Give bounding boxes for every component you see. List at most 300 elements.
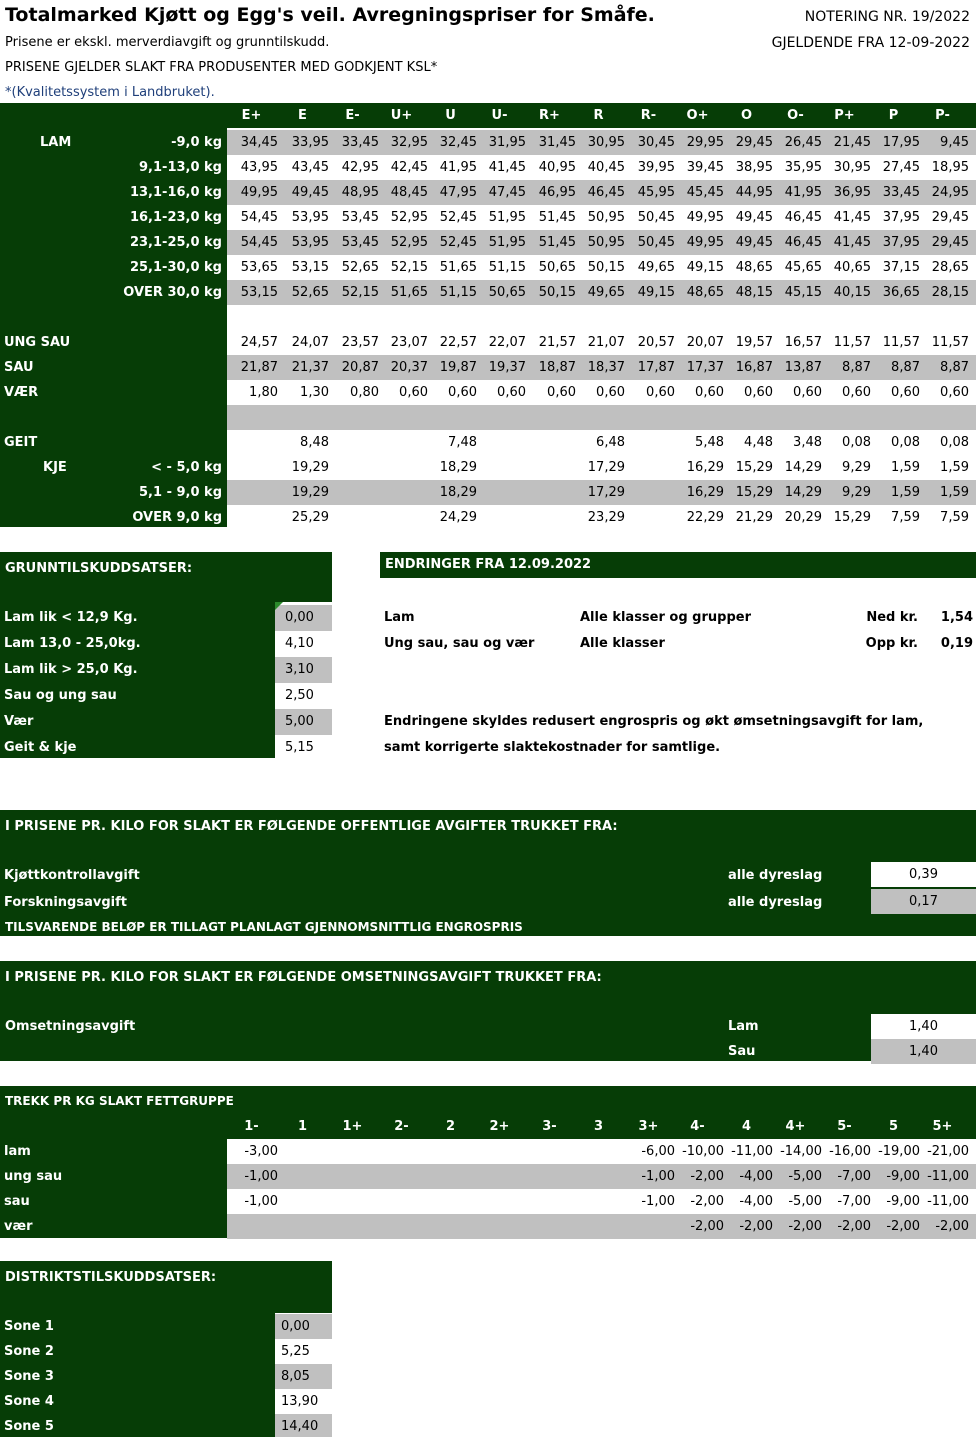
sheep-row-value: 21,07 [587,335,625,350]
fettgruppe-value [574,1139,629,1164]
sheep-row-value: 0,80 [350,385,379,400]
sheep-row-value: 0,60 [842,385,871,400]
goat-weight-label: 5,1 - 9,0 kg [139,485,222,500]
sheep-row-value: 24,07 [291,335,329,350]
fettgruppe-value: -19,00 [878,1144,920,1159]
lam-row-value: 50,15 [538,285,576,300]
goat-row-value [624,430,679,455]
fettgruppe-value: -2,00 [690,1169,724,1184]
goat-row-value: 8,48 [300,435,329,450]
sheep-row-value: 0,60 [596,385,625,400]
omsetning-scope: Lam [728,1019,759,1034]
lam-row-value: 26,45 [784,135,822,150]
sheep-row-value: 8,87 [940,360,969,375]
lam-row-value: 49,45 [735,210,773,225]
lam-row-value: 39,95 [637,160,675,175]
notering-number: NOTERING NR. 19/2022 [804,9,970,25]
goat-row-value: 21,29 [735,510,773,525]
offentlige-title: I PRISENE PR. KILO FOR SLAKT ER FØLGENDE OFFENTLIGE AVGIFTER TRUKKET FRA: [5,819,618,834]
goat-row-value: 16,29 [686,460,724,475]
grunntilskudd-label: Sau og ung sau [4,688,117,703]
lam-row-value: 53,95 [291,235,329,250]
fettgruppe-value [525,1164,580,1189]
fettgruppe-value: -11,00 [731,1144,773,1159]
distrikt-value: 8,05 [275,1364,332,1389]
avgift-scope: alle dyreslag [728,895,823,910]
fettgruppe-value: -4,00 [739,1169,773,1184]
lam-row-value: 49,95 [240,185,278,200]
sheep-row-value: 0,60 [497,385,526,400]
fettgruppe-group: 3+ [638,1119,659,1134]
endring-direction: Opp kr. [865,636,918,651]
grunntilskudd-value: 2,50 [275,683,332,709]
endring-amount: 0,19 [940,636,973,651]
fettgruppe-value: -2,00 [788,1219,822,1234]
sheep-row-value: 21,57 [538,335,576,350]
fettgruppe-group: 4+ [785,1119,806,1134]
class-header: E [298,108,307,123]
lam-row-value: 52,65 [341,260,379,275]
lam-row-value: 49,95 [686,235,724,250]
goat-row-value: 15,29 [833,510,871,525]
lam-row-value: 50,65 [488,285,526,300]
lam-row-value: 51,15 [488,260,526,275]
goat-row-value: 20,29 [784,510,822,525]
class-header: R [593,108,604,123]
sheep-row-value: 22,07 [488,335,526,350]
goat-row-value: 5,48 [695,435,724,450]
fettgruppe-value: -1,00 [244,1194,278,1209]
fettgruppe-value: -1,00 [244,1169,278,1184]
lam-row-value: 31,95 [488,135,526,150]
goat-row-value [475,455,530,480]
sheep-row-value: 17,87 [637,360,675,375]
fettgruppe-value [475,1214,530,1239]
endring-direction: Ned kr. [866,610,918,625]
goat-row-value: 14,29 [784,460,822,475]
fettgruppe-group: 5 [888,1119,899,1134]
goat-weight-label: OVER 9,0 kg [132,510,222,525]
lam-row-value: 36,65 [882,285,920,300]
goat-row-value [475,480,530,505]
goat-row-value: 7,48 [448,435,477,450]
lam-row-value: 52,15 [390,260,428,275]
goat-row-value: 19,29 [291,485,329,500]
sheep-row-value: 0,60 [695,385,724,400]
fettgruppe-value [278,1139,333,1164]
class-header: O- [787,108,804,123]
comment-marker-icon [275,602,283,610]
weight-label: 13,1-16,0 kg [129,185,222,200]
omsetning-scope: Sau [728,1044,756,1059]
goat-row-value [377,505,432,530]
fettgruppe-value [278,1164,333,1189]
distrikt-label: Sone 1 [4,1319,54,1334]
lam-row-value: 45,45 [686,185,724,200]
goat-row-value [525,455,580,480]
lam-row-value: 18,95 [931,160,969,175]
goat-row-value: 1,59 [940,460,969,475]
endringer-header [380,552,976,578]
lam-row-value: 53,15 [240,285,278,300]
lam-row-value: 49,45 [735,235,773,250]
class-header: O [740,108,753,123]
sheep-row-value: 20,07 [686,335,724,350]
fettgruppe-value: -2,00 [739,1219,773,1234]
goat-row-value [227,455,282,480]
sheep-row-value: 0,60 [399,385,428,400]
goat-row-value: 9,29 [842,460,871,475]
sheep-row-value: 0,60 [891,385,920,400]
lam-row-value: 46,45 [587,185,625,200]
lam-row-value: 34,45 [240,135,278,150]
sheep-row-value: 0,60 [547,385,576,400]
lam-row-value: 37,15 [882,260,920,275]
lam-row-value: 45,65 [784,260,822,275]
lam-row-value: 29,45 [735,135,773,150]
fettgruppe-group: 1- [244,1119,259,1134]
goat-row-value: 18,29 [439,485,477,500]
lam-row-value: 35,95 [784,160,822,175]
fettgruppe-value: -4,00 [739,1194,773,1209]
sheep-row-value: 22,57 [439,335,477,350]
endringer-note-1: Endringene skyldes redusert engrospris og økt ømsetningsavgift for lam, [384,714,924,729]
goat-row-value: 19,29 [291,460,329,475]
page-title: Totalmarked Kjøtt og Egg's veil. Avregningspriser for Småfe. [5,4,655,26]
endringer-note-2: samt korrigerte slaktekostnader for samtlige. [384,740,721,755]
lam-row-value: 9,45 [940,135,969,150]
fettgruppe-group: 5- [837,1119,852,1134]
omsetning-title: I PRISENE PR. KILO FOR SLAKT ER FØLGENDE OMSETNINGSAVGIFT TRUKKET FRA: [5,970,602,985]
fettgruppe-value [328,1214,383,1239]
lam-row-value: 43,95 [240,160,278,175]
fettgruppe-value [278,1189,333,1214]
sheep-row-value: 20,57 [637,335,675,350]
lam-row-value: 41,95 [784,185,822,200]
lam-row-value: 53,15 [291,260,329,275]
group-label: LAM [40,135,72,150]
fettgruppe-value: -9,00 [886,1169,920,1184]
distrikt-label: Sone 5 [4,1419,54,1434]
fettgruppe-value [475,1164,530,1189]
fettgruppe-value [278,1214,333,1239]
goat-row-value: 0,08 [842,435,871,450]
sheep-row-value: 8,87 [842,360,871,375]
sheep-row-value: 16,57 [784,335,822,350]
distrikt-header [0,1261,332,1313]
lam-row-value: 47,45 [488,185,526,200]
goat-row-value [525,480,580,505]
fettgruppe-value [475,1189,530,1214]
class-header: P+ [834,108,855,123]
lam-row-value: 52,95 [390,210,428,225]
lam-row-value: 46,45 [784,210,822,225]
class-header: R- [640,108,657,123]
lam-row-value: 53,95 [291,210,329,225]
lam-row-value: 49,65 [637,260,675,275]
lam-row-value: 28,15 [931,285,969,300]
goat-row-value [525,505,580,530]
goat-row-value [475,430,530,455]
lam-row-value: 52,45 [439,235,477,250]
goat-row-value: 18,29 [439,460,477,475]
lam-row-value: 41,45 [833,235,871,250]
lam-row-value: 43,45 [291,160,329,175]
lam-row-value: 29,45 [931,235,969,250]
endring-animal: Lam [384,610,415,625]
grunntilskudd-value: 0,00 [275,605,332,631]
fettgruppe-value: -1,00 [641,1194,675,1209]
goat-row-value: 1,59 [940,485,969,500]
fettgruppe-value [227,1214,282,1239]
lam-row-value: 51,65 [390,285,428,300]
lam-row-value: 47,95 [439,185,477,200]
lam-row-value: 52,45 [439,210,477,225]
sheep-row-value: 11,57 [931,335,969,350]
fettgruppe-value [377,1139,432,1164]
fettgruppe-value: -7,00 [837,1169,871,1184]
sheep-row-value: 19,87 [439,360,477,375]
fettgruppe-value: -2,00 [690,1194,724,1209]
grunntilskudd-title: GRUNNTILSKUDDSATSER: [5,561,193,576]
fettgruppe-animal: vær [4,1219,33,1234]
fettgruppe-group: 2 [445,1119,456,1134]
goat-row-value: 7,59 [891,510,920,525]
fettgruppe-value [426,1164,481,1189]
lam-row-value: 50,65 [538,260,576,275]
lam-row-value: 48,15 [735,285,773,300]
fettgruppe-value: -2,00 [690,1219,724,1234]
goat-row-value: 15,29 [735,485,773,500]
sheep-row-value: 13,87 [784,360,822,375]
sheep-row-value: 0,60 [646,385,675,400]
lam-row-value: 40,65 [833,260,871,275]
goat-row-value: 17,29 [587,460,625,475]
goat-row-value [227,505,282,530]
fettgruppe-group: 5+ [932,1119,953,1134]
fettgruppe-value [574,1189,629,1214]
distrikt-title: DISTRIKTSTILSKUDDSATSER: [5,1270,217,1285]
sheep-label: VÆR [4,385,39,400]
fettgruppe-value: -6,00 [641,1144,675,1159]
lam-row-value: 37,95 [882,235,920,250]
sheep-label: UNG SAU [4,335,71,350]
goat-row-value [624,480,679,505]
grunntilskudd-value: 5,00 [275,709,332,735]
avgift-value: 0,39 [871,862,976,887]
fettgruppe-group: 4- [690,1119,705,1134]
weight-label: 23,1-25,0 kg [129,235,222,250]
goat-row-value [328,505,383,530]
fettgruppe-value [525,1139,580,1164]
fettgruppe-value [426,1189,481,1214]
lam-row-value: 51,65 [439,260,477,275]
lam-row-value: 48,45 [390,185,428,200]
goat-row-value: 14,29 [784,485,822,500]
goat-group-label: GEIT [4,435,38,450]
lam-row-value: 24,95 [931,185,969,200]
lam-row-value: 52,65 [291,285,329,300]
fettgruppe-group: 3 [593,1119,604,1134]
sheep-row-value: 0,60 [793,385,822,400]
lam-row-value: 40,45 [587,160,625,175]
fettgruppe-value [328,1164,383,1189]
grunntilskudd-value: 5,15 [275,735,332,761]
lam-row-value: 33,45 [341,135,379,150]
lam-row-value: 33,95 [291,135,329,150]
offentlige-footer: TILSVARENDE BELØP ER TILLAGT PLANLAGT GJENNOMSNITTLIG ENGROSPRIS [5,920,523,934]
goat-row-value: 0,08 [891,435,920,450]
lam-row-value: 52,95 [390,235,428,250]
blank-grey-row [227,405,976,430]
lam-row-value: 21,45 [833,135,871,150]
distrikt-value: 0,00 [275,1314,332,1339]
goat-row-value: 1,59 [891,460,920,475]
weight-label: -9,0 kg [171,135,222,150]
lam-row-value: 49,15 [686,260,724,275]
valid-from: GJELDENDE FRA 12-09-2022 [771,35,970,51]
lam-row-value: 54,45 [240,235,278,250]
goat-row-value: 0,08 [940,435,969,450]
grunntilskudd-header [0,552,332,602]
lam-row-value: 38,95 [735,160,773,175]
weight-label: 25,1-30,0 kg [129,260,222,275]
ksl-footnote: *(Kvalitetssystem i Landbruket). [5,85,215,100]
sheep-row-value: 20,87 [341,360,379,375]
omsetning-label: Omsetningsavgift [5,1019,136,1034]
lam-row-value: 49,15 [637,285,675,300]
endring-animal: Ung sau, sau og vær [384,636,535,651]
class-header: R+ [539,108,560,123]
lam-row-value: 45,95 [637,185,675,200]
grunntilskudd-label: Geit & kje [4,740,77,755]
lam-row-value: 49,65 [587,285,625,300]
fettgruppe-value [377,1164,432,1189]
avgift-scope: alle dyreslag [728,868,823,883]
class-header: P- [935,108,950,123]
spacer-row [227,305,976,330]
weight-label: 9,1-13,0 kg [139,160,222,175]
goat-weight-label: < - 5,0 kg [151,460,222,475]
avgift-value: 0,17 [871,889,976,914]
lam-row-value: 41,45 [833,210,871,225]
grunntilskudd-value: 3,10 [275,657,332,683]
fettgruppe-header [0,1086,976,1114]
grunntilskudd-value: 4,10 [275,631,332,657]
sheep-row-value: 0,60 [744,385,773,400]
lam-row-value: 51,45 [538,235,576,250]
goat-row-value: 16,29 [686,485,724,500]
lam-row-value: 42,95 [341,160,379,175]
fettgruppe-value [377,1189,432,1214]
sheep-row-value: 18,87 [538,360,576,375]
class-header: P [888,108,899,123]
lam-row-value: 49,95 [686,210,724,225]
fettgruppe-value [328,1189,383,1214]
lam-row-value: 52,15 [341,285,379,300]
sheep-row-value: 1,30 [300,385,329,400]
fettgruppe-group: 4 [741,1119,752,1134]
fettgruppe-value: -11,00 [927,1194,969,1209]
lam-row-value: 50,45 [637,210,675,225]
goat-row-value: 23,29 [587,510,625,525]
lam-row-value: 32,95 [390,135,428,150]
lam-row-value: 32,45 [439,135,477,150]
sheep-row-value: 23,57 [341,335,379,350]
lam-row-value: 40,15 [833,285,871,300]
fettgruppe-value [426,1214,481,1239]
fettgruppe-value: -14,00 [780,1144,822,1159]
sheep-row-value: 23,07 [390,335,428,350]
class-header: E+ [241,108,262,123]
lam-row-value: 48,65 [686,285,724,300]
goat-row-value [624,505,679,530]
distrikt-value: 13,90 [275,1389,332,1414]
endring-amount: 1,54 [940,610,973,625]
fettgruppe-value [624,1214,679,1239]
fettgruppe-value [574,1164,629,1189]
fettgruppe-value: -1,00 [641,1169,675,1184]
omsetning-value: 1,40 [871,1039,976,1064]
lam-row-value: 54,45 [240,210,278,225]
sheep-row-value: 0,60 [448,385,477,400]
lam-row-value: 51,95 [488,235,526,250]
fettgruppe-value [574,1214,629,1239]
lam-row-value: 28,65 [931,260,969,275]
goat-row-value [328,430,383,455]
lam-row-value: 48,95 [341,185,379,200]
lam-row-value: 40,95 [538,160,576,175]
fettgruppe-value: -11,00 [927,1169,969,1184]
lam-row-value: 51,95 [488,210,526,225]
fettgruppe-value: -9,00 [886,1194,920,1209]
lam-row-value: 37,95 [882,210,920,225]
lam-row-value: 46,45 [784,235,822,250]
endring-scope: Alle klasser [580,636,665,651]
goat-row-value: 24,29 [439,510,477,525]
weight-label: 16,1-23,0 kg [129,210,222,225]
goat-row-value [475,505,530,530]
sheep-row-value: 24,57 [240,335,278,350]
distrikt-label: Sone 2 [4,1344,54,1359]
lam-row-value: 17,95 [882,135,920,150]
goat-row-value: 4,48 [744,435,773,450]
distrikt-label: Sone 4 [4,1394,54,1409]
fettgruppe-value: -10,00 [682,1144,724,1159]
sheep-row-value: 21,37 [291,360,329,375]
fettgruppe-value: -16,00 [829,1144,871,1159]
class-header: E- [345,108,360,123]
fettgruppe-value: -2,00 [886,1219,920,1234]
fettgruppe-value [377,1214,432,1239]
fettgruppe-animal: ung sau [4,1169,63,1184]
lam-row-value: 50,95 [587,235,625,250]
goat-row-value: 9,29 [842,485,871,500]
sheep-row-value: 11,57 [882,335,920,350]
lam-row-value: 51,15 [439,285,477,300]
goat-row-value [624,455,679,480]
fettgruppe-group: 3- [542,1119,557,1134]
sheep-row-value: 21,87 [240,360,278,375]
sheep-row-value: 11,57 [833,335,871,350]
grunntilskudd-label: Vær [4,714,34,729]
fettgruppe-value: -7,00 [837,1194,871,1209]
weight-label: OVER 30,0 kg [123,285,222,300]
goat-row-value [328,480,383,505]
sheep-row-value: 0,60 [940,385,969,400]
sheep-row-value: 1,80 [249,385,278,400]
fettgruppe-value [475,1139,530,1164]
